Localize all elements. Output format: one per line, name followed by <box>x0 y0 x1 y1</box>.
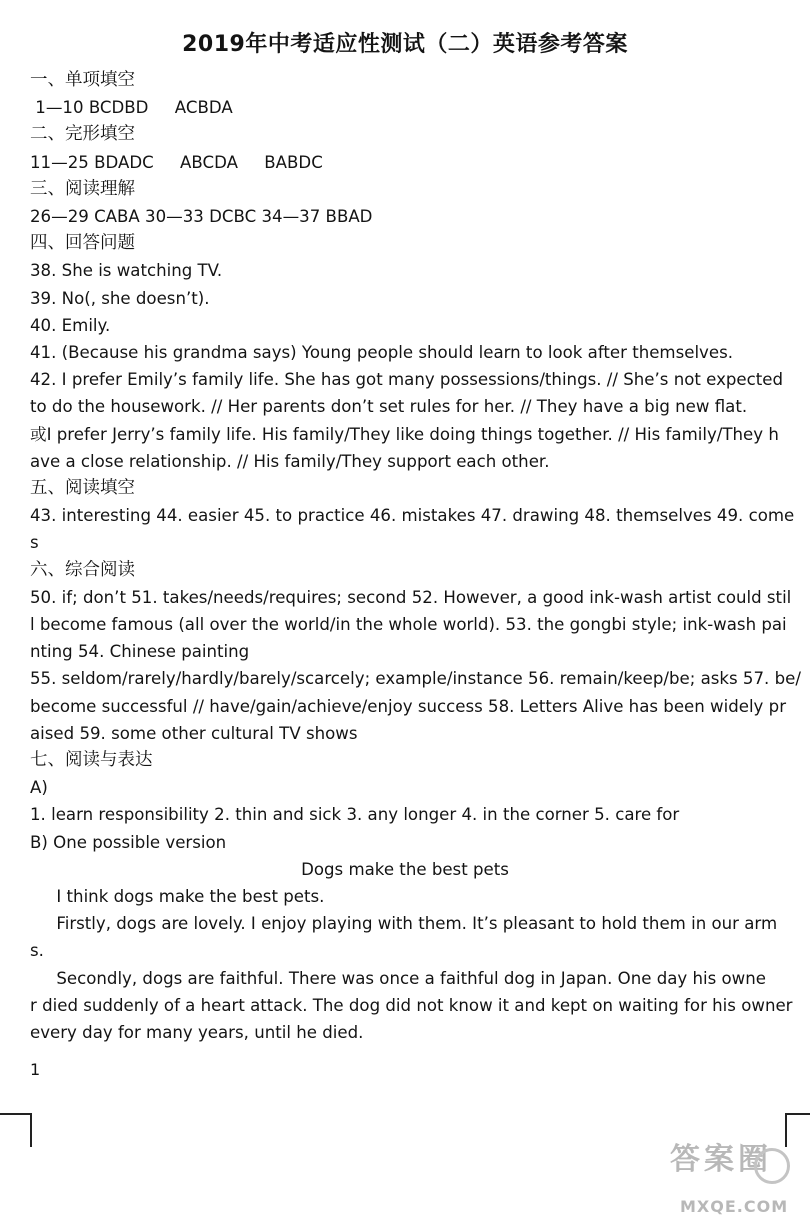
answer-line: aised 59. some other cultural TV shows <box>30 723 358 743</box>
answer-line: 50. if; don’t 51. takes/needs/requires; second 52. However, a good ink-wash artist could stil <box>30 587 792 607</box>
section-heading: 三、阅读理解 <box>30 178 135 199</box>
answer-line: 或I prefer Jerry’s family life. His family/They like doing things together. // His family/They h <box>30 424 779 444</box>
crop-mark-left-vertical <box>30 1113 32 1147</box>
answer-line: 40. Emily. <box>30 315 111 335</box>
answer-line: 43. interesting 44. easier 45. to practice 46. mistakes 47. drawing 48. themselves 49. come <box>30 506 795 526</box>
answer-line: s <box>30 533 39 553</box>
section-heading: 六、综合阅读 <box>30 559 135 580</box>
answer-line: r died suddenly of a heart attack. The dog did not know it and kept on waiting for his owner <box>30 995 793 1015</box>
watermark-logo <box>650 1140 790 1224</box>
answer-line: l become famous (all over the world/in the whole world). 53. the gongbi style; ink-wash pai <box>30 615 787 634</box>
crop-mark-left-horizontal <box>0 1113 32 1115</box>
watermark-circle-icon <box>754 1148 790 1184</box>
section-heading: 二、完形填空 <box>30 124 135 145</box>
answer-line: 1. learn responsibility 2. thin and sick 3. any longer 4. in the corner 5. care for <box>30 805 680 825</box>
answer-line: Secondly, dogs are faithful. There was once a faithful dog in Japan. One day his owne <box>30 968 766 988</box>
page-number: 1 <box>30 1060 41 1079</box>
section-heading: 一、单项填空 <box>30 70 135 90</box>
answer-line: nting 54. Chinese painting <box>30 642 250 662</box>
answer-line: s. <box>30 941 44 961</box>
answer-line: 41. (Because his grandma says) Young people should learn to look after themselves. <box>30 343 734 362</box>
answer-line: A) <box>30 778 48 798</box>
watermark-logo-text: 答案圈 <box>670 1142 772 1177</box>
answer-line: every day for many years, until he died. <box>30 1023 364 1042</box>
section-heading: 五、阅读填空 <box>30 478 135 498</box>
answer-line: 42. I prefer Emily’s family life. She has got many possessions/things. // She’s not expected <box>30 370 784 390</box>
answer-line: 26—29 CABA 30—33 DCBC 34—37 BBAD <box>30 207 373 226</box>
essay-title: Dogs make the best pets <box>301 859 509 879</box>
answer-line: 38. She is watching TV. <box>30 261 223 281</box>
section-heading: 四、回答问题 <box>30 233 135 254</box>
answer-line: become successful // have/gain/achieve/enjoy success 58. Letters Alive has been widely pr <box>30 696 787 716</box>
document-title: 2019年中考适应性测试（二）英语参考答案 <box>182 32 628 57</box>
answer-line: Firstly, dogs are lovely. I enjoy playing with them. It’s pleasant to hold them in our arm <box>30 914 778 934</box>
answer-line: 1—10 BCDBD ACBDA <box>30 98 233 118</box>
answer-line: B) One possible version <box>30 832 227 852</box>
answer-line: 39. No(, she doesn’t). <box>30 288 210 308</box>
answer-line: I think dogs make the best pets. <box>30 887 325 906</box>
crop-mark-right-horizontal <box>785 1113 810 1115</box>
section-heading: 七、阅读与表达 <box>30 750 153 770</box>
watermark-url: MXQE.COM <box>680 1197 789 1216</box>
answer-line: 11—25 BDADC ABCDA BABDC <box>30 152 323 172</box>
answer-line: ave a close relationship. // His family/They support each other. <box>30 451 550 471</box>
answer-line: 55. seldom/rarely/hardly/barely/scarcely; example/instance 56. remain/keep/be; asks 57. be/ <box>30 669 801 689</box>
answer-line: to do the housework. // Her parents don’t set rules for her. // They have a big new flat. <box>30 397 748 417</box>
